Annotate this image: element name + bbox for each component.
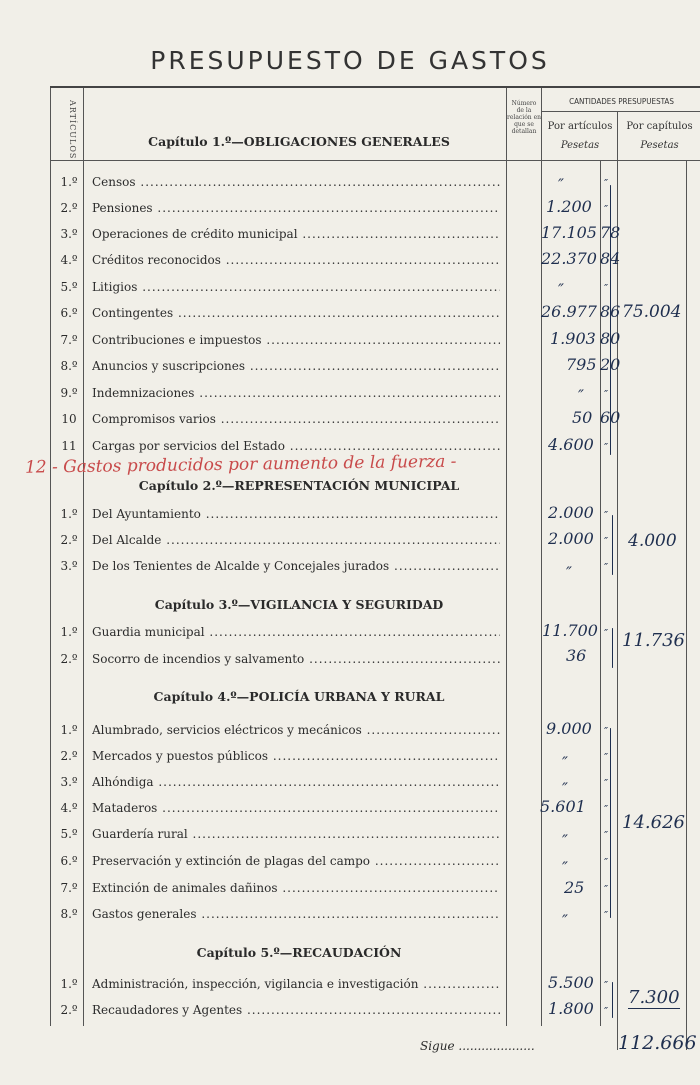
article-number: 2.º: [60, 1003, 78, 1017]
chapter-total: 14.626: [622, 812, 685, 833]
amount: 26.977: [541, 302, 597, 321]
header-cantidades: CANTIDADES PRESUPUESTAS: [569, 97, 674, 106]
article-number: 5.º: [60, 827, 78, 841]
article-label: Gastos generales .....: [92, 907, 500, 921]
amount: ″: [578, 386, 584, 405]
article-number: 2.º: [60, 652, 78, 666]
chapter-total: 75.004: [622, 302, 682, 322]
article-label: Socorro de incendios y salvamento .....: [92, 652, 500, 666]
article-number: 1.º: [60, 507, 78, 521]
table-row: [50, 625, 508, 643]
article-number: 8.º: [60, 907, 78, 921]
article-label: Del Ayuntamiento .....: [92, 507, 500, 521]
article-number: 3.º: [60, 775, 78, 789]
article-number: 3.º: [60, 559, 78, 573]
chapter-title: Capítulo 1.º—OBLIGACIONES GENERALES: [148, 134, 450, 149]
table-row: [50, 977, 508, 995]
table-row: [50, 854, 508, 872]
cents: ″: [604, 751, 609, 764]
article-label: Censos .....: [92, 175, 500, 189]
article-label: Guardia municipal .....: [92, 625, 500, 639]
table-row: [50, 359, 508, 377]
table-row: [50, 306, 508, 324]
article-label: Administración, inspección, vigilancia e investigación .....: [92, 977, 500, 991]
pesetas-label-a: Pesetas: [560, 140, 600, 151]
cents: ″: [604, 909, 609, 922]
table-row: [50, 907, 508, 925]
cents: ″: [604, 829, 609, 842]
article-label: Mataderos .....: [92, 801, 500, 815]
cents: ″: [604, 203, 609, 216]
amount: 4.600: [548, 435, 594, 454]
amount: ″: [558, 280, 564, 299]
cents: ″: [604, 388, 609, 401]
cents: 86: [600, 302, 621, 321]
brace-chapter-4: [610, 728, 611, 918]
handwritten-annotation: 12 - Gastos producidos por aumento de la fuerza -: [24, 451, 457, 478]
article-number: 2.º: [60, 201, 78, 215]
amount: 1.200: [546, 197, 592, 216]
amount: 2.000: [548, 529, 594, 548]
amount: 11.700: [542, 621, 598, 640]
amount: 9.000: [546, 719, 592, 738]
amount: 795: [566, 355, 597, 374]
amount: ″: [562, 753, 568, 772]
sigue-label: Sigue .....: [420, 1039, 535, 1053]
article-number: 4.º: [60, 253, 78, 267]
article-label: Contribuciones e impuestos .....: [92, 333, 500, 347]
article-number: 2.º: [60, 533, 78, 547]
article-label: Recaudadores y Agentes .....: [92, 1003, 500, 1017]
cents: ″: [604, 883, 609, 896]
article-number: 6.º: [60, 306, 78, 320]
article-label: Pensiones .....: [92, 201, 500, 215]
table-row: [50, 507, 508, 525]
article-number: 1.º: [60, 625, 78, 639]
table-row: [50, 386, 508, 404]
article-label: Contingentes .....: [92, 306, 500, 320]
amount: 5.500: [548, 973, 594, 992]
article-label: Créditos reconocidos .....: [92, 253, 500, 267]
article-number: 1.º: [60, 977, 78, 991]
grand-total: 112.666: [618, 1032, 697, 1054]
table-top-rule: [50, 86, 700, 88]
table-row: [50, 412, 508, 430]
header-por-capitulos: [619, 121, 700, 151]
table-row: [50, 775, 508, 793]
page-title: PRESUPUESTO DE GASTOS: [150, 46, 550, 75]
amount: 22.370: [541, 249, 597, 268]
amount: 50: [572, 408, 593, 427]
table-row: [50, 175, 508, 193]
table-row: [50, 333, 508, 351]
table-row: [50, 559, 508, 577]
article-number: 7.º: [60, 881, 78, 895]
amount: ″: [562, 779, 568, 798]
article-number: 6.º: [60, 854, 78, 868]
amount: 17.105: [541, 223, 597, 242]
amount: 25: [564, 878, 585, 897]
chapter-total: 4.000: [628, 531, 677, 551]
cents: ″: [604, 1005, 609, 1018]
amount: 1.800: [548, 999, 594, 1018]
cents: 80: [600, 329, 621, 348]
article-label: Alhóndiga .....: [92, 775, 500, 789]
brace-chapter-2: [612, 515, 613, 575]
amount: ″: [562, 911, 568, 930]
chapter-title: Capítulo 3.º—VIGILANCIA Y SEGURIDAD: [154, 597, 444, 612]
article-label: Indemnizaciones .....: [92, 386, 500, 400]
header-articulos: ARTÍCULOS: [68, 100, 77, 160]
table-row: [50, 280, 508, 298]
article-label: Del Alcalde .....: [92, 533, 500, 547]
rule-cents-a: [600, 160, 601, 1026]
pesetas-label-b: Pesetas: [640, 140, 679, 151]
article-label: Preservación y extinción de plagas del campo .....: [92, 854, 500, 868]
rule-head-bottom: [50, 160, 700, 161]
cents: ″: [604, 856, 609, 869]
article-number: 11: [61, 439, 77, 453]
table-row: [50, 201, 508, 219]
cents: ″: [604, 725, 609, 738]
amount: 36: [566, 646, 587, 665]
amount: ″: [558, 175, 564, 194]
cents: ″: [604, 535, 609, 548]
amount: 5.601: [540, 797, 586, 816]
rule-head-sub: [541, 111, 700, 112]
rule-cents-b: [686, 160, 687, 1050]
cents: ″: [604, 509, 609, 522]
chapter-total: 7.300: [628, 987, 680, 1008]
cents: 84: [600, 249, 621, 268]
table-row: [50, 227, 508, 245]
cents: ″: [604, 177, 609, 190]
table-row: [50, 827, 508, 845]
chapter-title: Capítulo 5.º—RECAUDACIÓN: [196, 945, 402, 960]
cents: ″: [604, 803, 609, 816]
cents: ″: [604, 777, 609, 790]
brace-chapter-3: [612, 628, 613, 668]
table-row: [50, 1003, 508, 1021]
header-por-articulos: [543, 121, 617, 151]
table-row: [50, 723, 508, 741]
article-label: Operaciones de crédito municipal .....: [92, 227, 500, 241]
por-capitulos-label: Por capítulos: [626, 121, 693, 132]
brace-chapter-5: [612, 982, 613, 1018]
cents: ″: [604, 979, 609, 992]
cents: ″: [604, 282, 609, 295]
article-label: Extinción de animales dañinos .....: [92, 881, 500, 895]
chapter-title: Capítulo 4.º—POLICÍA URBANA Y RURAL: [153, 689, 445, 704]
cents: 20: [600, 355, 621, 374]
article-label: Compromisos varios .....: [92, 412, 500, 426]
article-number: 4.º: [60, 801, 78, 815]
article-number: 8.º: [60, 359, 78, 373]
brace-chapter-1: [610, 185, 611, 455]
article-number: 9.º: [60, 386, 78, 400]
article-label: Litigios .....: [92, 280, 500, 294]
table-row: [50, 881, 508, 899]
table-row: [50, 652, 508, 670]
table-row: [50, 801, 508, 819]
cents: 60: [600, 408, 621, 427]
amount: ″: [562, 858, 568, 877]
article-number: 5.º: [60, 280, 78, 294]
article-number: 2.º: [60, 749, 78, 763]
amount: ″: [566, 563, 572, 582]
header-numero: Número de la relación en que se detallan: [507, 100, 541, 135]
table-row: [50, 533, 508, 551]
amount: 2.000: [548, 503, 594, 522]
por-articulos-label: Por artículos: [547, 121, 613, 132]
article-label: De los Tenientes de Alcalde y Concejales jurados .....: [92, 559, 500, 573]
article-number: 7.º: [60, 333, 78, 347]
article-number: 1.º: [60, 175, 78, 189]
cents: ″: [604, 561, 609, 574]
article-number: 10: [61, 412, 77, 426]
article-number: 1.º: [60, 723, 78, 737]
article-label: Anuncios y suscripciones .....: [92, 359, 500, 373]
article-label: Guardería rural .....: [92, 827, 500, 841]
chapter-title: Capítulo 2.º—REPRESENTACIÓN MUNICIPAL: [138, 478, 460, 493]
cents: ″: [604, 627, 609, 640]
cents: 78: [600, 223, 621, 242]
amount: 1.903: [550, 329, 596, 348]
table-row: [50, 749, 508, 767]
article-label: Alumbrado, servicios eléctricos y mecánicos .....: [92, 723, 500, 737]
article-label: Mercados y puestos públicos .....: [92, 749, 500, 763]
amount: ″: [562, 831, 568, 850]
table-row: [50, 253, 508, 271]
article-label: Cargas por servicios del Estado .....: [92, 439, 500, 453]
chapter-total: 11.736: [622, 630, 685, 651]
cents: ″: [604, 441, 609, 454]
article-number: 3.º: [60, 227, 78, 241]
